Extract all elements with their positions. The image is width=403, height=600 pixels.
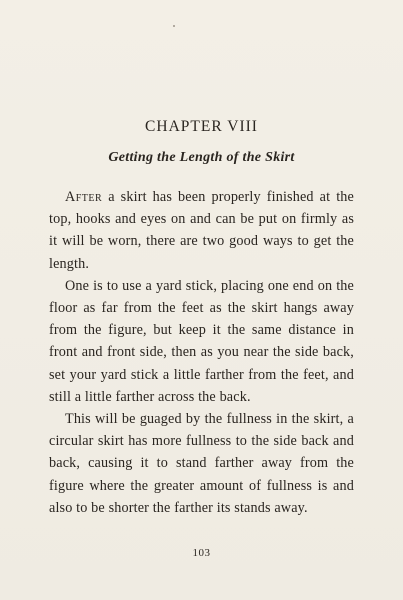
chapter-heading: CHAPTER VIII	[145, 118, 258, 135]
paragraph-lead-word: After	[65, 189, 103, 205]
paragraph-1-text: a skirt has been properly finished at the top, hooks and eyes on and can be put on firmly as it will be worn, there are two good ways to get the length.	[49, 189, 354, 272]
body-text	[49, 186, 354, 519]
paragraph-3: This will be guaged by the fullness in the skirt, a circular skirt has more fullness to the side back and back, causing it to stand farther away from the figure where the greater amount of fullness is and also to be shorter the farther its stands away.	[49, 411, 354, 516]
page-number: 103	[192, 547, 211, 559]
paragraph-2: One is to use a yard stick, placing one end on the floor as far from the feet as the skirt hangs away from the figure, but keep it the same distance in front and front side, then as you near the side back, set your yard stick a little farther from the feet, and still a little farther across the back.	[49, 277, 354, 405]
paper-speck	[173, 25, 175, 27]
chapter-title: Getting the Length of the Skirt	[108, 150, 295, 165]
paragraph-1	[49, 186, 354, 275]
